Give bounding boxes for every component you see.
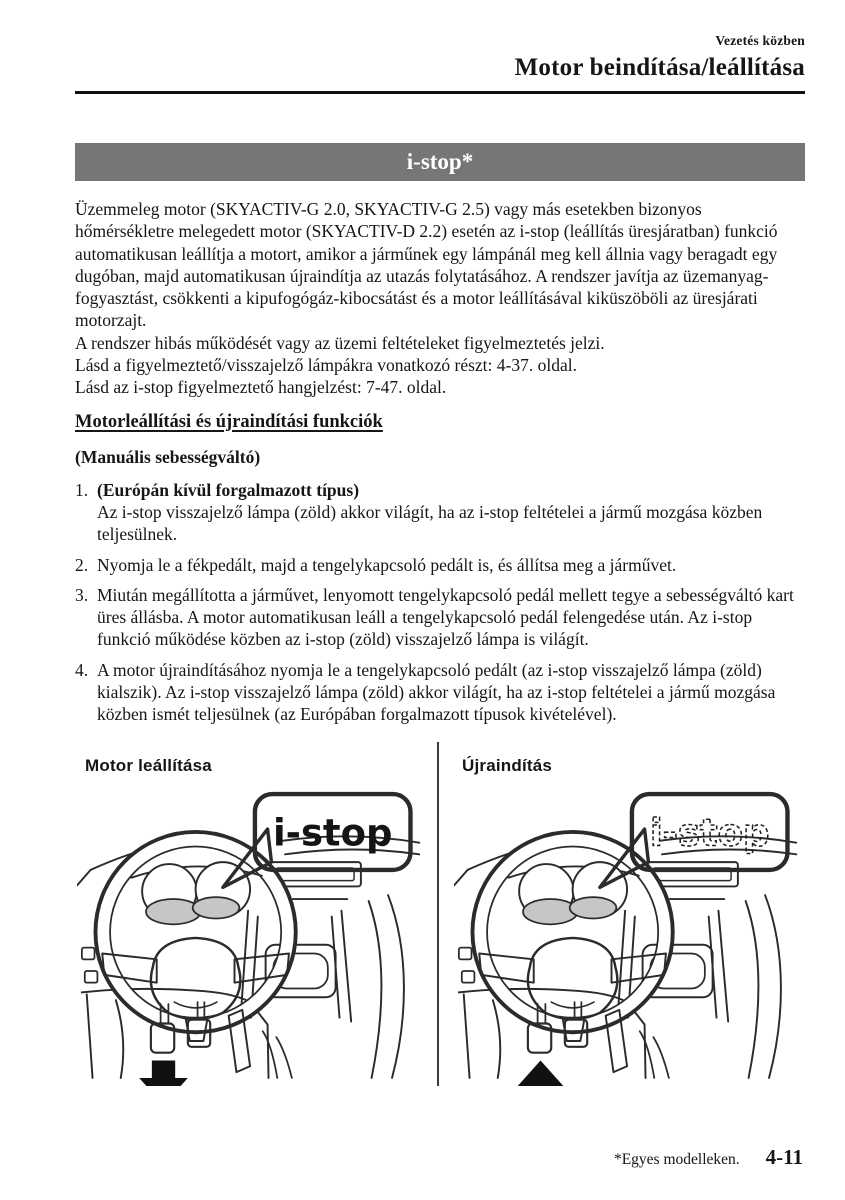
arrow-down-icon — [139, 1060, 188, 1086]
page-header — [75, 0, 805, 94]
section-heading: Motorleállítási és újraindítási funkciók — [75, 411, 383, 432]
istop-bubble-label-dashed: i-stop — [649, 811, 770, 855]
step-bold-line: (Európán kívül forgalmazott típus) — [97, 479, 360, 500]
title-rule — [75, 91, 805, 94]
sub-heading: (Manuális sebességváltó) — [75, 446, 261, 467]
list-item — [75, 659, 805, 726]
step-number: 1. — [75, 479, 89, 500]
step-text: Nyomja le a fékpedált, majd a tengelykapcsoló pedált is, és állítsa meg a járművet. — [97, 554, 677, 575]
intro-paragraph: Üzemmeleg motor (SKYACTIV-G 2.0, SKYACTIV-G 2.5) vagy más esetekben bizonyos hőmérsékletre melegedett motor (SKYACTIV-D 2.2) esetén az i-stop (leállítás üresjáratban) funkció automatikusan leállítja a motort, amikor a járműnek egy lámpánál meg kell állnia vagy beragadt egy dugóban, majd automatikusan újraindítja az utazás folytatásához. A rendszer javítja az üzemanyag-fogyasztást, csökkenti a kipufogógáz-kibocsátást és a motor leállításával kiküszöböli az üresjárati motorzajt. — [75, 199, 778, 331]
list-item — [75, 479, 805, 546]
figure-engine-stop — [75, 742, 437, 1086]
figure-block — [75, 742, 805, 1086]
step-text: Miután megállította a járművet, lenyomott tengelykapcsoló pedál mellett tegye a sebességváltó kart üres állásba. A motor automatikusan leáll a tengelykapcsoló pedál felengedése után. Az i-stop funkció működése közben az i-stop (zöld) visszajelző lámpa is világít. — [97, 584, 794, 650]
figure-label: Motor leállítása — [85, 755, 212, 775]
step-number: 2. — [75, 554, 89, 575]
step-number: 3. — [75, 584, 89, 605]
intro-paragraph: A rendszer hibás működését vagy az üzemi feltételeket figyelmeztetés jelzi. — [75, 332, 605, 353]
figure-restart — [439, 742, 805, 1086]
page-title: Motor beindítása/leállítása — [514, 54, 805, 81]
dashboard-illustration-stop — [77, 786, 427, 1086]
intro-paragraph: Lásd a figyelmeztető/visszajelző lámpákra vonatkozó részt: 4-37. oldal. — [75, 355, 577, 376]
step-number: 4. — [75, 659, 89, 680]
figure-label: Újraindítás — [462, 755, 553, 775]
istop-bubble-label: i-stop — [272, 811, 393, 855]
intro-text — [75, 198, 805, 399]
section-banner: i-stop* — [75, 143, 805, 181]
step-text: A motor újraindításához nyomja le a tengelykapcsoló pedált (az i-stop visszajelző lámpa (zöld) kialszik). Az i-stop visszajelző lámpa (zöld) akkor világít, ha az i-stop feltételei a jármű mozgása közben ismét teljesülnek (az Európában forgalmazott típusok kivételével). — [97, 659, 776, 725]
step-list — [75, 479, 805, 726]
intro-paragraph: Lásd az i-stop figyelmeztető hangjelzést: 7-47. oldal. — [75, 377, 447, 398]
page-footer — [614, 1145, 803, 1170]
arrow-up-icon — [516, 1060, 565, 1086]
list-item — [75, 554, 805, 576]
page-number: 4-11 — [765, 1145, 803, 1169]
step-body — [97, 479, 805, 546]
chapter-label: Vezetés közben — [715, 33, 805, 48]
dashboard-illustration-restart — [454, 786, 804, 1086]
footnote: *Egyes modelleken. — [613, 1151, 740, 1168]
step-text: Az i-stop visszajelző lámpa (zöld) akkor világít, ha az i-stop feltételei a jármű mozgása közben teljesülnek. — [97, 501, 763, 545]
list-item — [75, 584, 805, 651]
